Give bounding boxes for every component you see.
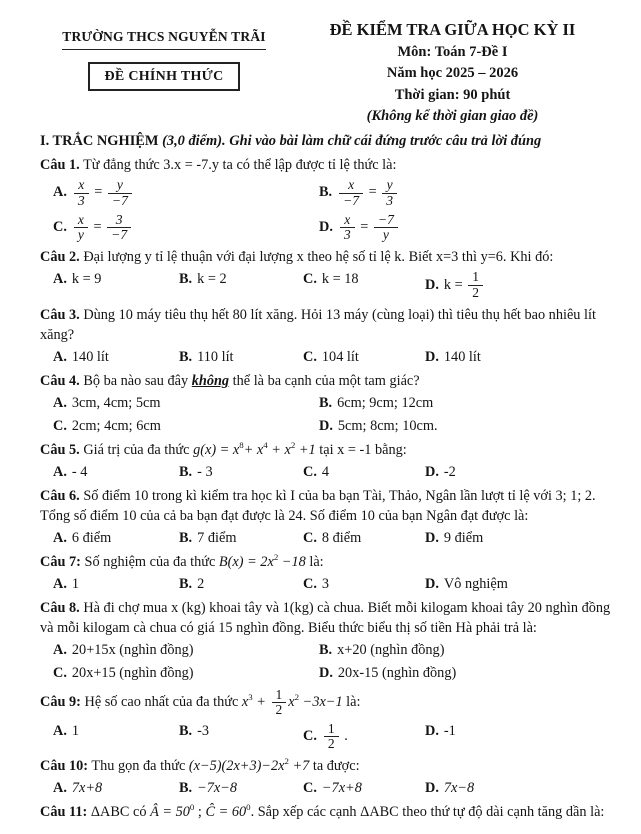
question-number: Câu 5. <box>40 442 80 459</box>
option-a <box>53 721 175 753</box>
option-label: A. <box>53 349 67 365</box>
option-value: k = 2 <box>197 271 227 288</box>
option-b <box>179 347 299 367</box>
option-c <box>303 721 421 753</box>
option-b <box>319 177 617 209</box>
option-label: D. <box>425 276 439 293</box>
option-value: 3 <box>321 576 330 593</box>
fraction: $\frac{1}{2}$ <box>468 270 483 300</box>
fraction: $\frac{x}{-7}$ <box>339 178 363 208</box>
option-value: 8 điểm <box>321 530 362 547</box>
fraction: $\frac{y}{3}$ <box>382 178 397 208</box>
option-label: D. <box>319 665 333 682</box>
option-value: 1 <box>71 576 80 593</box>
question-text: Thu gọn đa thức $(x-5)(2x+3)-2x^2 +7$ ta được: <box>91 756 360 775</box>
question-text: Hệ số cao nhất của đa thức $x^3$ + $\frac{1}{2}$ $x^2 -3x-1$ là: <box>84 687 361 718</box>
question-number: Câu 11: <box>40 804 88 821</box>
section-instruction: (3,0 điểm). Ghi vào bài làm chữ cái đứng trước câu trả lời đúng <box>162 133 542 150</box>
option-d <box>425 528 617 548</box>
option-label: C. <box>303 727 317 744</box>
option-value: 110 lít <box>197 349 234 365</box>
option-value: 7 điểm <box>197 530 237 547</box>
option-a <box>53 393 315 413</box>
option-value: 20x-15 (nghìn đồng) <box>337 665 457 682</box>
option-value: - 4 <box>71 464 88 481</box>
option-label: B. <box>179 722 193 739</box>
option-label: B. <box>179 530 193 547</box>
option-c <box>303 574 421 594</box>
option-value: 2cm; 4cm; 6cm <box>71 418 161 435</box>
option-value: 20+15x (nghìn đồng) <box>71 642 194 659</box>
option-label: C. <box>53 418 67 435</box>
header-right <box>288 18 617 126</box>
option-label: D. <box>319 418 333 435</box>
question-number: Câu 8. <box>40 600 80 617</box>
option-label: C. <box>303 271 317 288</box>
question-text: ΔABC có Â = $50^0$ ; Ĉ = $60^0$. Sắp xếp các cạnh ΔABC theo thứ tự độ dài cạnh tăng dần là: <box>90 802 605 821</box>
option-label: C. <box>303 780 317 797</box>
school-year: Năm học 2025 – 2026 <box>386 65 519 82</box>
option-a <box>53 347 175 367</box>
option-c <box>53 663 315 683</box>
option-b <box>179 574 299 594</box>
option-b <box>179 269 299 301</box>
option-value: - 3 <box>197 464 213 481</box>
question-text: Số điểm 10 trong kì kiểm tra học kì I của ba bạn Tài, Thảo, Ngân lần lượt tỉ lệ với 3; 1; 2. Tổng số điểm 10 của cả ba bạn đạt được là 24. Số điểm 10 của bạn Ngân đạt được là: <box>40 488 596 525</box>
option-d <box>425 721 617 753</box>
option-label: D. <box>319 218 333 235</box>
option-c <box>53 416 315 436</box>
fraction: $\frac{1}{2}$ <box>324 722 339 752</box>
question-stem <box>40 552 617 572</box>
option-value: k = 18 <box>321 271 359 288</box>
section-heading <box>40 131 617 151</box>
question-8 <box>40 598 617 683</box>
fraction: $\frac{y}{-7}$ <box>108 178 132 208</box>
question-number: Câu 3. <box>40 306 80 323</box>
option-label: B. <box>319 395 333 412</box>
option-c <box>303 462 421 482</box>
option-label: C. <box>303 576 317 593</box>
option-d <box>319 212 617 244</box>
question-stem <box>40 247 617 267</box>
question-1 <box>40 155 617 243</box>
option-a <box>53 177 315 209</box>
option-label: A. <box>53 722 67 739</box>
question-text: Đại lượng y tỉ lệ thuận với đại lượng x theo hệ số tỉ lệ k. Biết x=3 thì y=6. Khi đó: <box>83 249 554 266</box>
question-4 <box>40 371 617 436</box>
option-label: B. <box>179 576 193 593</box>
question-text: Từ đẳng thức 3.x = -7.y ta có thể lập được tỉ lệ thức là: <box>83 157 397 174</box>
question-stem <box>40 598 617 638</box>
option-label: A. <box>53 464 67 481</box>
question-number: Câu 1. <box>40 157 80 174</box>
question-text: Hà đi chợ mua x (kg) khoai tây và 1(kg) cà chua. Biết mỗi kilogam khoai tây 20 nghìn đồng và mỗi kilogam cà chua có giá 15 nghìn đồng. Biểu thức biểu thị số tiền Hà phải trả là: <box>40 600 611 637</box>
option-label: A. <box>53 184 67 201</box>
option-label: B. <box>179 349 193 365</box>
question-options <box>40 778 617 798</box>
option-label: B. <box>179 271 193 288</box>
option-value: -1 <box>443 722 456 739</box>
question-2 <box>40 247 617 301</box>
option-value: 6 điểm <box>71 530 112 547</box>
exam-title: ĐỀ KIỂM TRA GIỮA HỌC KỲ II <box>329 20 576 39</box>
option-b <box>179 462 299 482</box>
section-label: I. TRẮC NGHIỆM <box>40 133 159 150</box>
option-label: D. <box>425 530 439 547</box>
exam-note: (Không kể thời gian giao đề) <box>366 107 539 124</box>
question-stem <box>40 371 617 391</box>
option-d <box>425 778 617 798</box>
question-11 <box>40 802 617 822</box>
option-label: C. <box>303 464 317 481</box>
option-label: D. <box>425 349 439 365</box>
question-number: Câu 9: <box>40 694 81 711</box>
question-stem <box>40 440 617 460</box>
option-label: A. <box>53 780 67 797</box>
option-value: 140 lít <box>71 349 109 365</box>
option-c <box>303 778 421 798</box>
fraction: $\frac{3}{-7}$ <box>107 213 131 243</box>
option-value: 2 <box>197 576 205 593</box>
question-text: Bộ ba nào sau đây không thể là ba cạnh của một tam giác? <box>83 373 420 390</box>
question-stem <box>40 155 617 175</box>
option-value: k = $\frac{1}{2}$ <box>444 277 485 293</box>
option-value: 104 lít <box>321 349 359 365</box>
option-value: −7x+8 <box>321 780 362 797</box>
option-value: −7x−8 <box>197 780 238 797</box>
option-value: $\frac{x}{-7}$ = $\frac{y}{3}$ <box>337 184 399 200</box>
option-d <box>425 462 617 482</box>
option-label: B. <box>179 780 193 797</box>
question-stem <box>40 756 617 776</box>
question-text: Số nghiệm của đa thức $B(x) = 2x^2 -18$ là: <box>84 552 324 571</box>
option-c <box>303 347 421 367</box>
question-stem <box>40 687 617 719</box>
question-5 <box>40 440 617 482</box>
header <box>40 18 617 126</box>
option-a <box>53 528 175 548</box>
question-options <box>40 462 617 482</box>
question-number: Câu 10: <box>40 758 89 775</box>
option-value: 9 điểm <box>443 530 484 547</box>
question-options <box>40 640 617 683</box>
question-options <box>40 393 617 436</box>
question-number: Câu 4. <box>40 373 80 390</box>
option-value: 20x+15 (nghìn đồng) <box>71 665 194 682</box>
option-value: $\frac{x}{y}$ = $\frac{3}{-7}$ <box>72 219 133 235</box>
option-label: A. <box>53 530 67 547</box>
option-value: 140 lít <box>443 349 481 365</box>
option-a <box>53 640 315 660</box>
question-6 <box>40 486 617 548</box>
question-stem <box>40 305 617 345</box>
question-number: Câu 6. <box>40 488 80 505</box>
option-value: 1 <box>71 722 80 739</box>
option-label: B. <box>179 464 193 481</box>
header-left <box>40 18 288 126</box>
question-options <box>40 269 617 301</box>
option-b <box>319 393 617 413</box>
option-value: 4 <box>321 464 330 481</box>
question-7 <box>40 552 617 594</box>
option-b <box>319 640 617 660</box>
option-label: C. <box>303 530 317 547</box>
option-label: A. <box>53 395 67 412</box>
question-number: Câu 2. <box>40 249 80 266</box>
option-label: C. <box>303 349 317 365</box>
option-value: $\frac{1}{2}$ . <box>322 728 348 744</box>
option-value: 6cm; 9cm; 12cm <box>337 395 434 412</box>
option-label: D. <box>425 576 439 593</box>
option-a <box>53 462 175 482</box>
option-value: Vô nghiệm <box>443 576 508 593</box>
question-options <box>40 177 617 243</box>
option-label: A. <box>53 271 67 288</box>
option-value: 5cm; 8cm; 10cm. <box>337 418 438 435</box>
official-exam-box: ĐỀ CHÍNH THỨC <box>88 62 239 92</box>
option-value: -3 <box>197 722 210 739</box>
option-label: A. <box>53 642 67 659</box>
option-d <box>319 416 617 436</box>
option-value: 7x+8 <box>71 780 103 797</box>
option-label: A. <box>53 576 67 593</box>
option-c <box>53 212 315 244</box>
option-a <box>53 778 175 798</box>
exam-subject: Môn: Toán 7-Đề I <box>397 44 508 61</box>
option-label: D. <box>425 464 439 481</box>
fraction: $\frac{x}{3}$ <box>340 213 355 243</box>
question-9 <box>40 687 617 752</box>
question-3 <box>40 305 617 367</box>
option-b <box>179 528 299 548</box>
fraction: $\frac{1}{2}$ <box>272 688 287 718</box>
option-c <box>303 269 421 301</box>
question-options <box>40 721 617 753</box>
option-d <box>319 663 617 683</box>
option-label: B. <box>319 642 333 659</box>
option-value: 3cm, 4cm; 5cm <box>71 395 161 412</box>
exam-duration: Thời gian: 90 phút <box>394 86 511 103</box>
option-value: $\frac{x}{3}$ = $\frac{-7}{y}$ <box>338 219 400 235</box>
option-a <box>53 574 175 594</box>
option-a <box>53 269 175 301</box>
option-b <box>179 778 299 798</box>
question-text: Dùng 10 máy tiêu thụ hết 80 lít xăng. Hỏi 13 máy (cùng loại) thì tiêu thụ hết bao nhiêu lít xăng? <box>40 306 596 343</box>
option-value: k = 9 <box>71 271 102 288</box>
fraction: $\frac{-7}{y}$ <box>374 213 398 243</box>
fraction: $\frac{x}{y}$ <box>74 213 88 243</box>
option-d <box>425 574 617 594</box>
option-label: D. <box>425 780 439 797</box>
question-options <box>40 347 617 367</box>
question-stem <box>40 486 617 526</box>
option-value: -2 <box>443 464 456 481</box>
option-d <box>425 347 617 367</box>
question-number: Câu 7: <box>40 554 81 571</box>
option-label: C. <box>53 665 67 682</box>
option-label: B. <box>319 184 333 201</box>
option-value: $\frac{x}{3}$ = $\frac{y}{-7}$ <box>72 184 134 200</box>
question-stem <box>40 802 617 822</box>
option-d <box>425 269 617 301</box>
option-b <box>179 721 299 753</box>
question-text: Giá trị của đa thức $g(x) = x^8+ x^4 + x^2 +1$ tại x = -1 bằng: <box>83 440 407 459</box>
question-list <box>40 155 617 822</box>
option-label: D. <box>425 722 439 739</box>
question-options <box>40 528 617 548</box>
option-value: 7x−8 <box>443 780 475 797</box>
school-name: TRƯỜNG THCS NGUYỄN TRÃI <box>62 28 266 50</box>
option-value: x+20 (nghìn đồng) <box>337 642 445 659</box>
question-10 <box>40 756 617 798</box>
question-options <box>40 574 617 594</box>
fraction: $\frac{x}{3}$ <box>74 178 89 208</box>
option-label: C. <box>53 218 67 235</box>
option-c <box>303 528 421 548</box>
